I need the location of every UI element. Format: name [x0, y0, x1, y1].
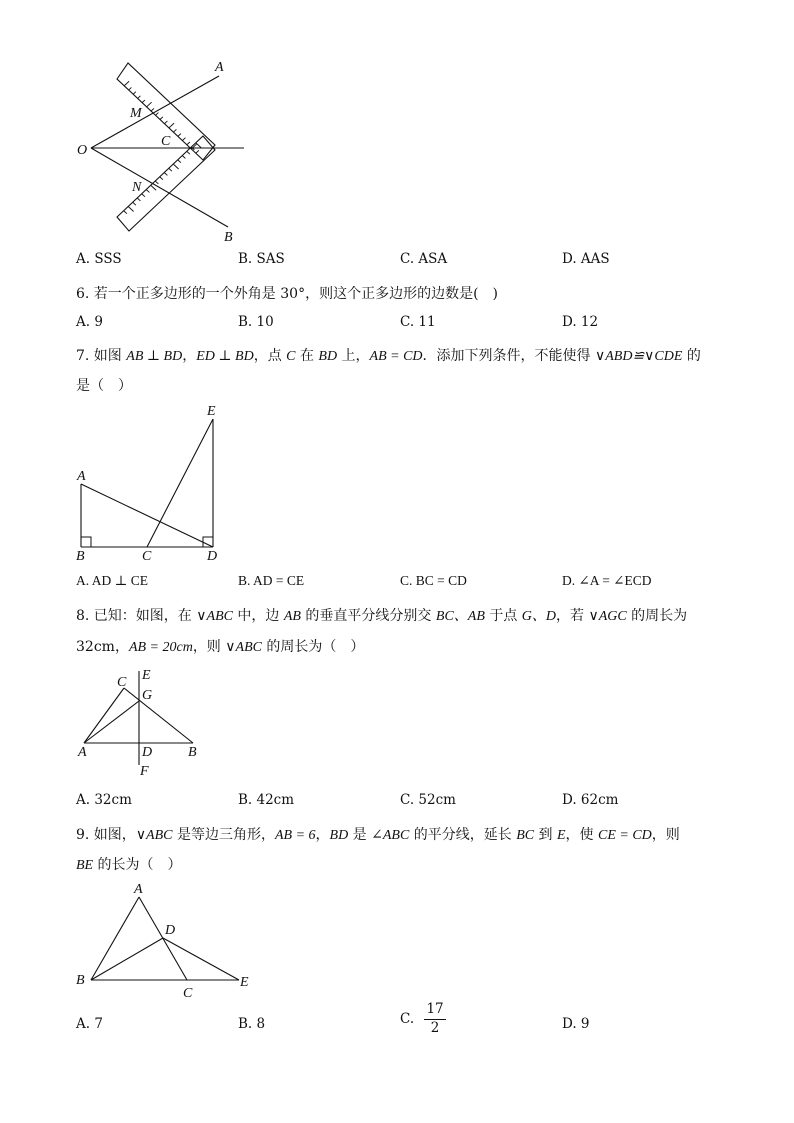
q5-option-d: D. AAS: [562, 251, 610, 267]
label-D: D: [207, 549, 218, 564]
q5-option-a: A. SSS: [76, 251, 122, 267]
fraction-denominator: 2: [430, 1019, 440, 1036]
label-A: A: [77, 469, 86, 484]
label-N: N: [132, 180, 142, 195]
label-G: G: [142, 688, 153, 703]
q8-option-b: B. 42cm: [238, 792, 295, 808]
q9-option-c-label: C.: [400, 1011, 415, 1027]
q7-option-c: C. BC = CD: [400, 573, 467, 588]
q5-option-c: C. ASA: [400, 251, 448, 267]
q7-option-a: A. AD ⊥ CE: [76, 573, 148, 588]
label-F: F: [140, 764, 149, 779]
label-A: A: [78, 745, 87, 760]
label-E: E: [207, 404, 216, 419]
label-E: E: [240, 975, 249, 990]
q9-stem-line1: 9. 如图，∨ABC 是等边三角形，AB = 6，BD 是 ∠ABC 的平分线，延长 BC 到 E，使 CE = CD，则: [76, 827, 680, 843]
q7-stem-line2: 是（ ）: [76, 378, 132, 394]
fraction-numerator: 17: [424, 1003, 445, 1020]
label-D: D: [165, 923, 176, 938]
label-D: D: [142, 745, 153, 760]
q8-option-c: C. 52cm: [400, 792, 456, 808]
q6-option-c: C. 11: [400, 314, 436, 330]
q9-option-c-fraction: [424, 1003, 445, 1035]
label-C: C: [142, 549, 152, 564]
q7-stem-line1: 7. 如图 AB ⊥ BD，ED ⊥ BD，点 C 在 BD 上，AB = CD．添加下列条件，不能使得 ∨ABD≌∨CDE 的: [76, 348, 701, 364]
q8-stem-line2: 32cm，AB = 20cm，则 ∨ABC 的周长为（ ）: [76, 639, 365, 655]
label-B: B: [188, 745, 197, 760]
label-C: C: [117, 675, 127, 690]
q6-option-a: A. 9: [76, 314, 103, 330]
q9-option-b: B. 8: [238, 1016, 266, 1032]
q6-stem: 6. 若一个正多边形的一个外角是 30°，则这个正多边形的边数是( ): [76, 286, 498, 302]
label-A: A: [134, 882, 143, 897]
label-O: O: [77, 143, 88, 158]
q6-option-d: D. 12: [562, 314, 599, 330]
label-C: C: [183, 986, 193, 1001]
q8-option-a: A. 32cm: [76, 792, 132, 808]
q8-stem-line1: 8. 已知：如图，在 ∨ABC 中，边 AB 的垂直平分线分别交 BC、AB 于点 G、D，若 ∨AGC 的周长为: [76, 608, 688, 624]
q9-option-c: [400, 1003, 446, 1035]
label-C: C: [161, 134, 171, 149]
label-B: B: [224, 230, 233, 245]
label-B: B: [76, 973, 85, 988]
label-A: A: [215, 60, 224, 75]
q9-option-a: A. 7: [76, 1016, 103, 1032]
label-B: B: [76, 549, 85, 564]
label-E: E: [142, 668, 151, 683]
q7-option-b: B. AD = CE: [238, 573, 305, 588]
q5-option-b: B. SAS: [238, 251, 285, 267]
q6-option-b: B. 10: [238, 314, 274, 330]
label-M: M: [130, 106, 142, 121]
q9-stem-line2: BE 的长为（ ）: [76, 857, 182, 873]
q8-option-d: D. 62cm: [562, 792, 619, 808]
q7-option-d: D. ∠A = ∠ECD: [562, 573, 652, 588]
q9-option-d: D. 9: [562, 1016, 590, 1032]
